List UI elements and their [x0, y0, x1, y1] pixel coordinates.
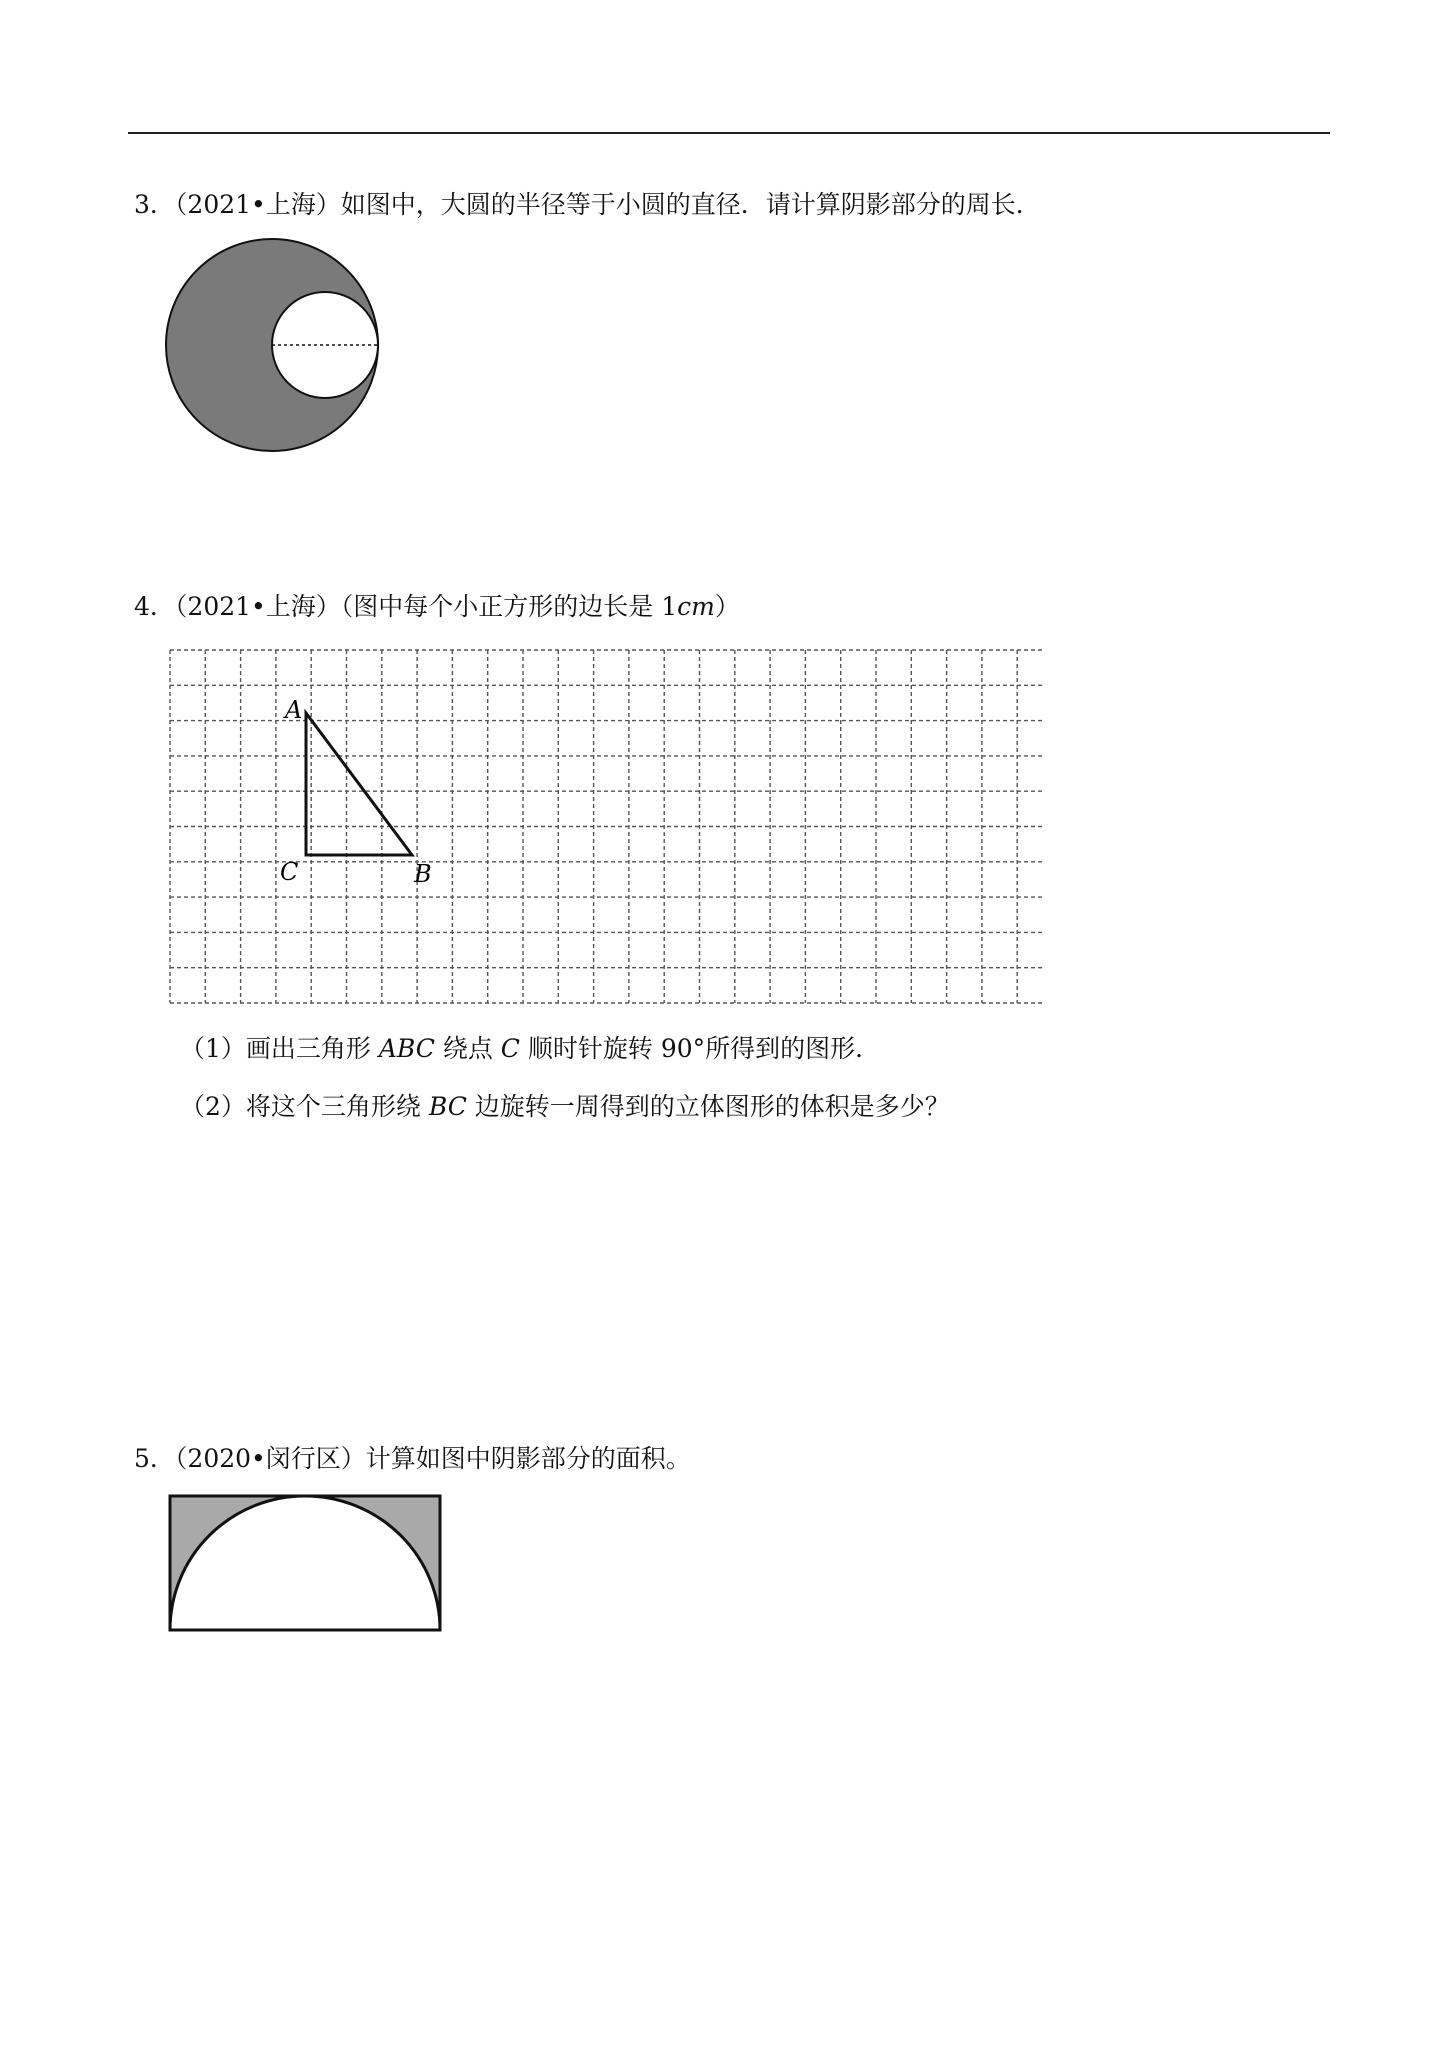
question-source: （2020•闵行区）	[174, 1444, 366, 1473]
unit: cm	[677, 592, 715, 621]
part-1-mid: 绕点	[434, 1034, 501, 1063]
question-4-part-2	[180, 1090, 950, 1124]
question-4: 4．（2021•上海）（图中每个小正方形的边长是 1cm）	[134, 592, 740, 621]
semicircle-figure	[166, 1492, 446, 1638]
header-rule	[128, 132, 1330, 134]
question-3: 3．（2021•上海）如图中，大圆的半径等于小圆的直径．请计算阴影部分的周长．	[134, 190, 1041, 219]
label-a: A	[285, 696, 303, 724]
label-c: C	[280, 858, 299, 886]
label-b: B	[414, 860, 432, 888]
triangle-abc	[306, 713, 412, 855]
part-1-abc: ABC	[378, 1034, 435, 1063]
question-number: 3	[134, 190, 150, 219]
question-4-part-1	[180, 1032, 880, 1066]
part-2-prefix: （2）将这个三角形绕	[180, 1092, 429, 1121]
part-2-suffix: 边旋转一周得到的立体图形的体积是多少？	[466, 1092, 950, 1121]
question-text: 计算如图中阴影部分的面积。	[365, 1444, 691, 1473]
part-1-c: C	[500, 1034, 520, 1063]
grid-figure	[164, 646, 1044, 1008]
question-text: 如图中，大圆的半径等于小圆的直径．请计算阴影部分的周长．	[340, 190, 1041, 219]
question-number: 5	[134, 1444, 150, 1473]
question-number: 4	[134, 592, 150, 621]
question-5: 5．（2020•闵行区）计算如图中阴影部分的面积。	[134, 1444, 691, 1473]
question-text-end: ）	[714, 592, 740, 621]
question-text: （图中每个小正方形的边长是 1	[340, 592, 678, 621]
question-source: （2021•上海）	[174, 190, 341, 219]
part-1-suffix: 顺时针旋转 90°所得到的图形．	[519, 1034, 881, 1063]
circles-figure	[160, 238, 390, 464]
part-2-bc: BC	[428, 1092, 467, 1121]
question-source: （2021•上海）	[174, 592, 341, 621]
part-1-prefix: （1）画出三角形	[180, 1034, 379, 1063]
